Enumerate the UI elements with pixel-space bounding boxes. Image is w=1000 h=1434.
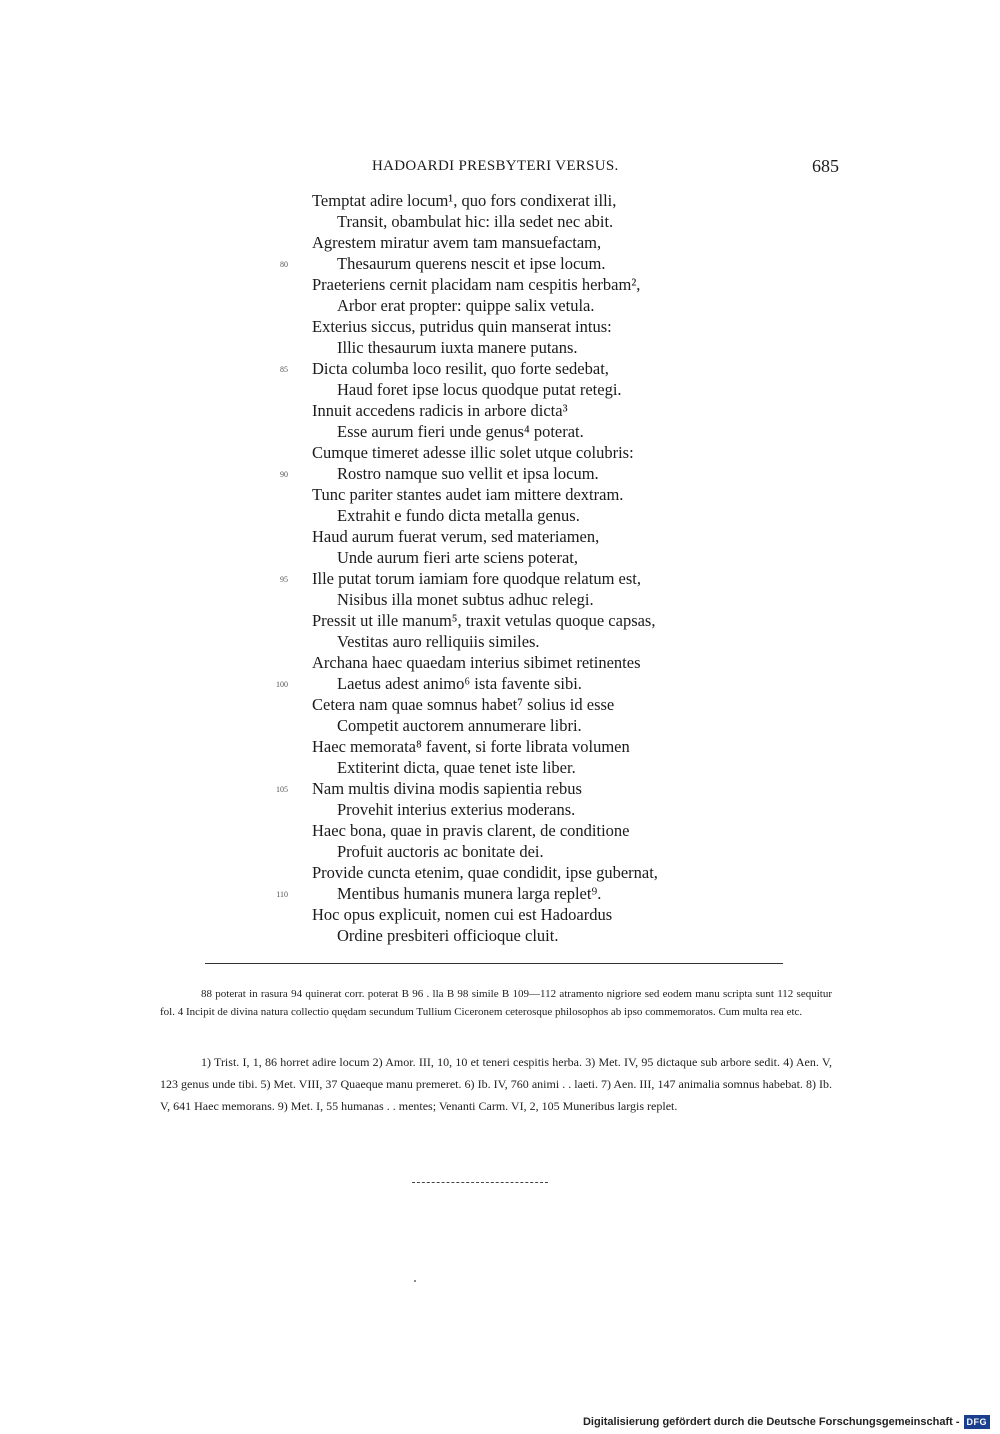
verse-text: Pressit ut ille manum⁵, traxit vetulas quoque capsas,	[312, 611, 656, 630]
verse-line	[0, 652, 1000, 673]
verse-line	[0, 505, 1000, 526]
verse-line	[0, 316, 1000, 337]
line-number: 105	[276, 785, 288, 794]
verse-line	[0, 526, 1000, 547]
verse-text: Innuit accedens radicis in arbore dicta³	[312, 401, 568, 420]
verse-line	[0, 484, 1000, 505]
verse-text: Provehit interius exterius moderans.	[337, 800, 576, 819]
verse-text: Hoc opus explicuit, nomen cui est Hadoardus	[312, 905, 613, 924]
verse-text: Nisibus illa monet subtus adhuc relegi.	[337, 590, 594, 609]
verse-line	[0, 274, 1000, 295]
verse-text: Archana haec quaedam interius sibimet retinentes	[312, 653, 641, 672]
verse-text: Temptat adire locum¹, quo fors condixerat illi,	[312, 191, 617, 210]
verse-line	[0, 232, 1000, 253]
line-number: 80	[280, 260, 288, 269]
verse-line	[0, 673, 1000, 694]
verse-text: Laetus adest animo⁶ ista favente sibi.	[337, 674, 582, 693]
line-number: 110	[276, 890, 288, 899]
line-number: 100	[276, 680, 288, 689]
verse-line	[0, 295, 1000, 316]
verse-line	[0, 442, 1000, 463]
verse-line	[0, 358, 1000, 379]
verse-text: Rostro namque suo vellit et ipsa locum.	[337, 464, 599, 483]
verse-text: Dicta columba loco resilit, quo forte sedebat,	[312, 359, 609, 378]
verse-line	[0, 820, 1000, 841]
credit-text: Digitalisierung gefördert durch die Deutsche Forschungsgemeinschaft -	[582, 1416, 960, 1428]
verse-line	[0, 715, 1000, 736]
verse-text: Thesaurum querens nescit et ipse locum.	[337, 254, 606, 273]
verse-line	[0, 694, 1000, 715]
verse-line	[0, 904, 1000, 925]
verse-line	[0, 421, 1000, 442]
verse-line	[0, 925, 1000, 946]
critical-apparatus	[160, 985, 832, 1021]
verse-text: Profuit auctoris ac bonitate dei.	[337, 842, 544, 861]
verse-text: Extiterint dicta, quae tenet iste liber.	[337, 758, 576, 777]
verse-text: Ordine presbiteri officioque cluit.	[337, 926, 559, 945]
verse-line	[0, 379, 1000, 400]
verse-text: Haec bona, quae in pravis clarent, de conditione	[312, 821, 630, 840]
verse-text: Agrestem miratur avem tam mansuefactam,	[312, 233, 602, 252]
verse-line	[0, 883, 1000, 904]
verse-line	[0, 463, 1000, 484]
line-number: 90	[280, 470, 288, 479]
verse-text: Haud foret ipse locus quodque putat retegi.	[337, 380, 622, 399]
source-footnotes	[160, 1051, 832, 1117]
verse-text: Ille putat torum iamiam fore quodque relatum est,	[312, 569, 641, 588]
verse-text: Unde aurum fieri arte sciens poterat,	[337, 548, 578, 567]
verse-line	[0, 631, 1000, 652]
verse-line	[0, 211, 1000, 232]
verse-text: Vestitas auro relliquiis similes.	[337, 632, 540, 651]
page-number: 685	[812, 156, 839, 176]
stray-mark	[414, 1280, 416, 1282]
verse-text: Competit auctorem annumerare libri.	[337, 716, 582, 735]
verse-text: Cetera nam quae somnus habet⁷ solius id esse	[312, 695, 615, 714]
verse-line	[0, 799, 1000, 820]
verse-line	[0, 547, 1000, 568]
verse-text: Esse aurum fieri unde genus⁴ poterat.	[337, 422, 584, 441]
verse-text: Nam multis divina modis sapientia rebus	[312, 779, 582, 798]
verse-text: Extrahit e fundo dicta metalla genus.	[337, 506, 580, 525]
verse-line	[0, 610, 1000, 631]
verse-text: Haec memorata⁸ favent, si forte librata volumen	[312, 737, 630, 756]
verse-text: Haud aurum fuerat verum, sed materiamen,	[312, 527, 600, 546]
apparatus-text: 88 poterat in rasura 94 quinerat corr. poterat B 96 . lla B 98 simile B 109—112 atramento nigriore sed eodem manu scripta sunt 112 sequitur fol. 4 Incipit de divina natura collectio quędam secundum Tullium Ciceronem ceterosque philosophos ab ipso commemoratos. Cum multa rea etc.	[160, 988, 832, 1018]
verse-line	[0, 862, 1000, 883]
verse-text: Arbor erat propter: quippe salix vetula.	[337, 296, 595, 315]
verse-line	[0, 589, 1000, 610]
verse-line	[0, 253, 1000, 274]
verse-line	[0, 568, 1000, 589]
verse-line	[0, 736, 1000, 757]
verse-text: Tunc pariter stantes audet iam mittere dextram.	[312, 485, 624, 504]
footnote-separator-rule	[205, 963, 783, 964]
line-number: 95	[280, 575, 288, 584]
verse-text: Exterius siccus, putridus quin manserat intus:	[312, 317, 612, 336]
verse-text: Mentibus humanis munera larga replet⁹.	[337, 884, 602, 903]
verse-text: Provide cuncta etenim, quae condidit, ipse gubernat,	[312, 863, 658, 882]
line-number: 85	[280, 365, 288, 374]
verse-text: Illic thesaurum iuxta manere putans.	[337, 338, 578, 357]
verse-line	[0, 190, 1000, 211]
end-rule	[412, 1182, 548, 1183]
verse-text: Transit, obambulat hic: illa sedet nec abit.	[337, 212, 614, 231]
verse-line	[0, 778, 1000, 799]
verse-text: Praeteriens cernit placidam nam cespitis herbam²,	[312, 275, 641, 294]
verse-line	[0, 841, 1000, 862]
verse-line	[0, 400, 1000, 421]
running-title: HADOARDI PRESBYTERI VERSUS.	[372, 158, 619, 174]
verse-line	[0, 757, 1000, 778]
digitization-credit	[583, 1414, 990, 1430]
running-head	[0, 158, 1000, 182]
verse-line	[0, 337, 1000, 358]
verse-text: Cumque timeret adesse illic solet utque colubris:	[312, 443, 634, 462]
dfg-logo: DFG	[964, 1415, 991, 1429]
footnotes-text: 1) Trist. I, 1, 86 horret adire locum 2) Amor. III, 10, 10 et teneri cespitis herba. 3) Met. IV, 95 dictaque sub arbore sedit. 4) Aen. V, 123 genus unde tibi. 5) Met. VIII, 37 Quaeque manu premeret. 6) Ib. IV, 760 animi . . laeti. 7) Aen. III, 147 animalia somnus habebat. 8) Ib. V, 641 Haec memorans. 9) Met. I, 55 humanas . . mentes; Venanti Carm. VI, 2, 105 Muneribus largis replet.	[160, 1055, 832, 1113]
